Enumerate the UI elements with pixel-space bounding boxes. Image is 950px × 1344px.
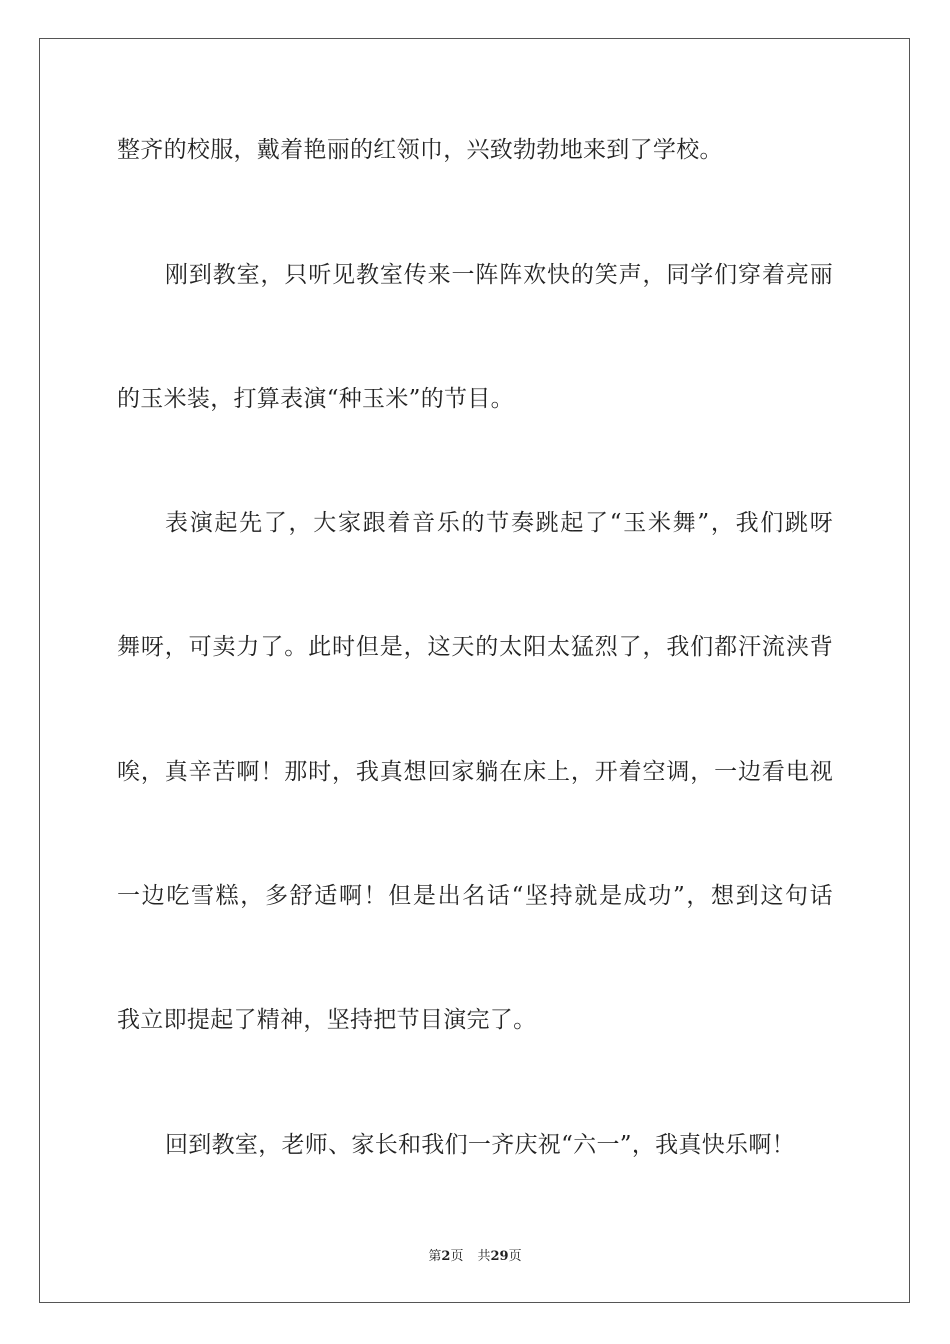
total-prefix: 共 <box>477 1249 491 1264</box>
page-number: 2 <box>441 1249 451 1264</box>
body-line-3: 的玉米装，打算表演“种玉米”的节目。 <box>117 386 514 412</box>
page-footer <box>0 1249 950 1265</box>
body-line-4: 表演起先了，大家跟着音乐的节奏跳起了“玉米舞”，我们跳呀 <box>165 510 833 536</box>
total-suffix: 页 <box>508 1249 522 1264</box>
body-line-5: 舞呀，可卖力了。此时但是，这天的太阳太猛烈了，我们都汗流浃背 <box>117 634 833 660</box>
body-line-7: 一边吃雪糕，多舒适啊！但是出名话“坚持就是成功”，想到这句话 <box>117 883 833 909</box>
page-border <box>39 38 910 1303</box>
body-line-8: 我立即提起了精神，坚持把节目演完了。 <box>117 1007 537 1033</box>
total-pages: 29 <box>490 1249 509 1264</box>
body-line-6: 唉，真辛苦啊！那时，我真想回家躺在床上，开着空调，一边看电视 <box>117 759 833 785</box>
body-line-9: 回到教室，老师、家长和我们一齐庆祝“六一”，我真快乐啊！ <box>165 1132 795 1158</box>
body-line-1: 整齐的校服，戴着艳丽的红领巾，兴致勃勃地来到了学校。 <box>117 137 723 163</box>
page-prefix: 第 <box>428 1249 442 1264</box>
body-line-2: 刚到教室，只听见教室传来一阵阵欢快的笑声，同学们穿着亮丽 <box>165 262 833 288</box>
page-suffix: 页 <box>450 1249 464 1264</box>
